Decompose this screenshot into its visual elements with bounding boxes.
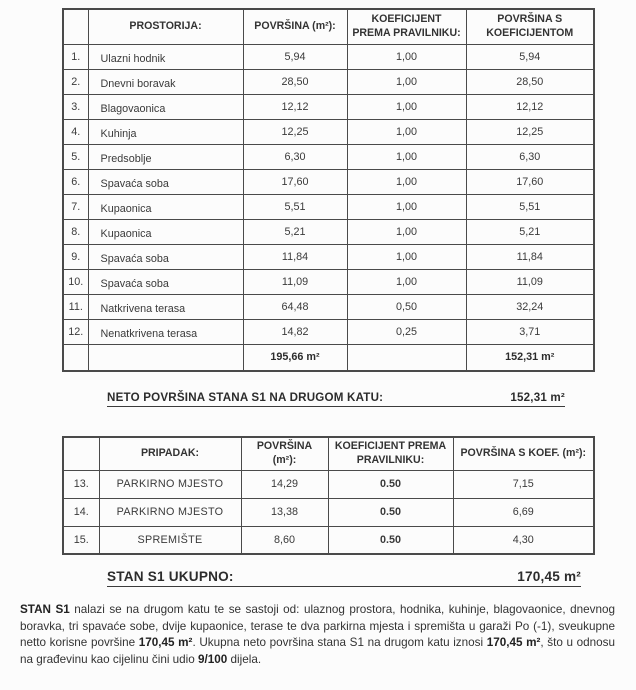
row-number-cell: 4. [63,119,88,144]
area-cell: 11,84 [243,244,347,269]
item-name-cell: Spavaća soba [88,244,243,269]
coefficient-cell: 0,50 [347,294,466,319]
row-number-cell: 5. [63,144,88,169]
area-cell: 11,09 [243,269,347,294]
description-bold-text: 170,45 m² [486,636,541,650]
row-number-cell: 13. [63,470,99,498]
item-name-cell: PARKIRNO MJESTO [99,498,241,526]
item-name-cell: Blagovaonica [88,94,243,119]
table-row [63,169,594,194]
coefficient-cell: 0,25 [347,319,466,344]
neto-total-value: 152,31 m² [510,391,565,404]
coefficient-cell: 0.50 [328,498,453,526]
coefficient-cell: 1,00 [347,119,466,144]
empty-cell [347,344,466,371]
corner-cell [63,9,88,44]
area-cell: 13,38 [241,498,328,526]
column-header-pripadak: PRIPADAK: [99,437,241,470]
appurtenances-table [62,436,595,555]
ukupno-total-line [107,569,581,587]
coefficient-cell: 0.50 [328,526,453,554]
total-area-cell: 195,66 m² [243,344,347,371]
area-cell: 28,50 [243,69,347,94]
description-bold-text: 170,45 m² [138,636,193,650]
coefficient-cell: 1,00 [347,169,466,194]
table-row [63,219,594,244]
area-with-coef-cell: 4,30 [453,526,594,554]
appurtenances-table-header-row [63,437,594,470]
area-with-coef-cell: 5,21 [466,219,594,244]
item-name-cell: Spavaća soba [88,269,243,294]
item-name-cell: Nenatkrivena terasa [88,319,243,344]
table-row [63,194,594,219]
table-row [63,294,594,319]
row-number-cell: 15. [63,526,99,554]
corner-cell [63,437,99,470]
area-with-coef-cell: 12,25 [466,119,594,144]
item-name-cell: Predsoblje [88,144,243,169]
coefficient-cell: 1,00 [347,44,466,69]
area-cell: 5,51 [243,194,347,219]
row-number-cell: 10. [63,269,88,294]
area-with-coef-cell: 12,12 [466,94,594,119]
item-name-cell: Kupaonica [88,219,243,244]
area-cell: 17,60 [243,169,347,194]
row-number-cell: 3. [63,94,88,119]
item-name-cell: Ulazni hodnik [88,44,243,69]
column-header-prostorija: PROSTORIJA: [88,9,243,44]
table-row [63,119,594,144]
ukupno-total-label: STAN S1 UKUPNO: [107,569,234,585]
coefficient-cell: 0.50 [328,470,453,498]
item-name-cell: Dnevni boravak [88,69,243,94]
area-with-coef-cell: 32,24 [466,294,594,319]
table-row [63,69,594,94]
description-text: , što u odnosu na građevinu kao cijelinu čini udio [20,636,615,666]
item-name-cell: Kuhinja [88,119,243,144]
table-row [63,319,594,344]
row-number-cell: 9. [63,244,88,269]
area-with-coef-cell: 5,94 [466,44,594,69]
area-with-coef-cell: 3,71 [466,319,594,344]
item-name-cell: PARKIRNO MJESTO [99,470,241,498]
row-number-cell: 1. [63,44,88,69]
row-number-cell: 6. [63,169,88,194]
rooms-table-totals-row [63,344,594,371]
empty-cell [88,344,243,371]
coefficient-cell: 1,00 [347,269,466,294]
area-cell: 5,21 [243,219,347,244]
empty-cell [63,344,88,371]
area-cell: 6,30 [243,144,347,169]
coefficient-cell: 1,00 [347,69,466,94]
area-with-coef-cell: 6,30 [466,144,594,169]
neto-total-label: NETO POVRŠINA STANA S1 NA DRUGOM KATU: [107,391,384,404]
table-row [63,498,594,526]
table-row [63,470,594,498]
rooms-table-header-row [63,9,594,44]
area-cell: 12,12 [243,94,347,119]
area-with-coef-cell: 6,69 [453,498,594,526]
area-with-coef-cell: 11,84 [466,244,594,269]
coefficient-cell: 1,00 [347,194,466,219]
item-name-cell: Kupaonica [88,194,243,219]
row-number-cell: 7. [63,194,88,219]
description-text: dijela. [227,652,262,666]
table-row [63,44,594,69]
coefficient-cell: 1,00 [347,144,466,169]
table-row [63,526,594,554]
ukupno-total-value: 170,45 m² [517,569,581,585]
total-area-with-coef-cell: 152,31 m² [466,344,594,371]
coefficient-cell: 1,00 [347,244,466,269]
row-number-cell: 8. [63,219,88,244]
area-cell: 14,29 [241,470,328,498]
column-header-povrsina-s-koef: POVRŠINA S KOEF. (m²): [453,437,594,470]
item-name-cell: SPREMIŠTE [99,526,241,554]
row-number-cell: 14. [63,498,99,526]
area-cell: 12,25 [243,119,347,144]
row-number-cell: 12. [63,319,88,344]
item-name-cell: Spavaća soba [88,169,243,194]
area-with-coef-cell: 7,15 [453,470,594,498]
area-cell: 64,48 [243,294,347,319]
area-with-coef-cell: 5,51 [466,194,594,219]
column-header-koeficijent: KOEFICIJENT PREMA PRAVILNIKU: [328,437,453,470]
item-name-cell: Natkrivena terasa [88,294,243,319]
coefficient-cell: 1,00 [347,94,466,119]
area-with-coef-cell: 17,60 [466,169,594,194]
area-cell: 14,82 [243,319,347,344]
description-bold-text: STAN S1 [20,603,70,617]
apartment-description-paragraph [20,602,615,668]
table-row [63,244,594,269]
column-header-povrsina-s-koeficijentom: POVRŠINA S KOEFICIJENTOM [466,9,594,44]
column-header-koeficijent: KOEFICIJENT PREMA PRAVILNIKU: [347,9,466,44]
row-number-cell: 2. [63,69,88,94]
table-row [63,94,594,119]
area-with-coef-cell: 28,50 [466,69,594,94]
table-row [63,269,594,294]
column-header-povrsina: POVRŠINA (m²): [241,437,328,470]
area-cell: 8,60 [241,526,328,554]
area-with-coef-cell: 11,09 [466,269,594,294]
area-cell: 5,94 [243,44,347,69]
description-bold-text: 9/100 [198,652,228,666]
table-row [63,144,594,169]
rooms-table [62,8,595,372]
coefficient-cell: 1,00 [347,219,466,244]
description-text: nalazi se na drugom katu te se sastoji od: ulaznog prostora, hodnika, kuhinje, blagovaonice, dnevnog boravka, tri spavaće sobe, dvije kupaonice, terase te dva parkirna mjesta i spremišta u garaži Po (-1), sveukupne netto korisne površine [20,603,616,650]
row-number-cell: 11. [63,294,88,319]
neto-total-line [107,391,565,407]
column-header-povrsina: POVRŠINA (m²): [243,9,347,44]
description-text: . Ukupna neto površina stana S1 na drugom katu iznosi [192,636,487,650]
